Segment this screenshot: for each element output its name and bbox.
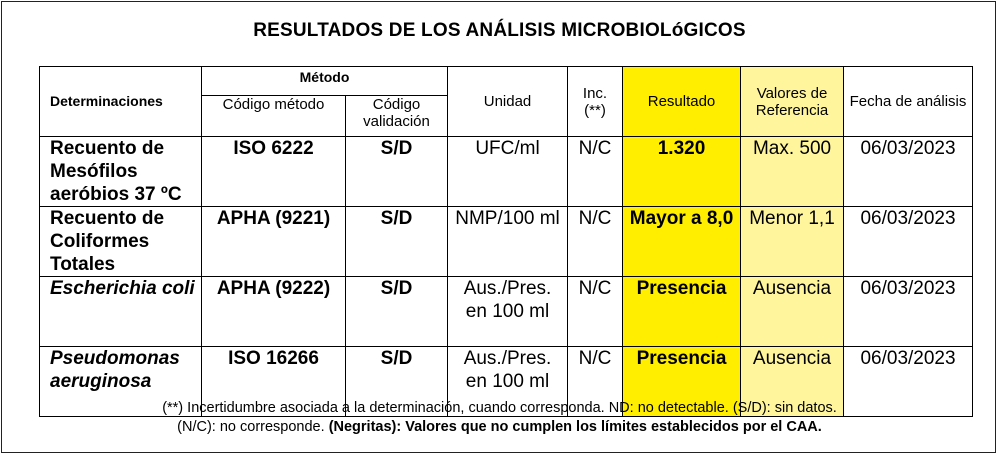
row-method-code: APHA (9221): [202, 207, 346, 277]
row-result: 1.320: [623, 137, 741, 207]
row-result: Mayor a 8,0: [623, 207, 741, 277]
row-inc: N/C: [568, 137, 623, 207]
header-codigo-metodo: Código método: [202, 96, 346, 137]
row-method-code: APHA (9222): [202, 277, 346, 347]
row-reference: Ausencia: [741, 347, 844, 417]
header-codigo-validacion: Código validación: [346, 96, 448, 137]
header-determinaciones: Determinaciones: [40, 67, 202, 137]
row-result: Presencia: [623, 347, 741, 417]
row-validation-code: S/D: [346, 137, 448, 207]
row-date: 06/03/2023: [844, 277, 973, 347]
row-reference: Max. 500: [741, 137, 844, 207]
header-inc: Inc. (**): [568, 67, 623, 137]
results-table: [39, 66, 973, 417]
table-row: [40, 277, 973, 347]
row-date: 06/03/2023: [844, 347, 973, 417]
row-validation-code: S/D: [346, 277, 448, 347]
row-inc: N/C: [568, 347, 623, 417]
row-unit: NMP/100 ml: [448, 207, 568, 277]
header-resultado: Resultado: [623, 67, 741, 137]
row-validation-code: S/D: [346, 347, 448, 417]
page-title: RESULTADOS DE LOS ANÁLISIS MICROBIOLóGICOS: [253, 20, 746, 41]
footnote-bold: (Negritas): Valores que no cumplen los límites establecidos por el CAA.: [328, 419, 822, 435]
row-inc: N/C: [568, 207, 623, 277]
row-determination: Escherichia coli: [40, 277, 202, 347]
header-valores-referencia: Valores de Referencia: [741, 67, 844, 137]
header-fecha: Fecha de análisis: [844, 67, 973, 137]
row-unit: UFC/ml: [448, 137, 568, 207]
header-row-1: [40, 67, 973, 96]
row-unit: Aus./Pres. en 100 ml: [448, 277, 568, 347]
row-method-code: ISO 16266: [202, 347, 346, 417]
row-determination: Pseudomonas aeruginosa: [40, 347, 202, 417]
row-determination: Recuento de Coliformes Totales: [40, 207, 202, 277]
row-reference: Menor 1,1: [741, 207, 844, 277]
row-validation-code: S/D: [346, 207, 448, 277]
footnote-line-2: [0, 419, 999, 435]
footnote-line-1: (**) Incertidumbre asociada a la determinación, cuando corresponda. ND: no detectable. (S/D): sin datos.: [162, 400, 837, 416]
row-date: 06/03/2023: [844, 137, 973, 207]
header-unidad: Unidad: [448, 67, 568, 137]
row-inc: N/C: [568, 277, 623, 347]
row-result: Presencia: [623, 277, 741, 347]
row-date: 06/03/2023: [844, 207, 973, 277]
row-reference: Ausencia: [741, 277, 844, 347]
footnote-plain: (N/C): no corresponde.: [177, 419, 329, 435]
row-determination: Recuento de Mesófilos aeróbios 37 ºC: [40, 137, 202, 207]
header-metodo: Método: [202, 67, 448, 96]
table-row: [40, 207, 973, 277]
table-row: [40, 137, 973, 207]
row-unit: Aus./Pres. en 100 ml: [448, 347, 568, 417]
row-method-code: ISO 6222: [202, 137, 346, 207]
